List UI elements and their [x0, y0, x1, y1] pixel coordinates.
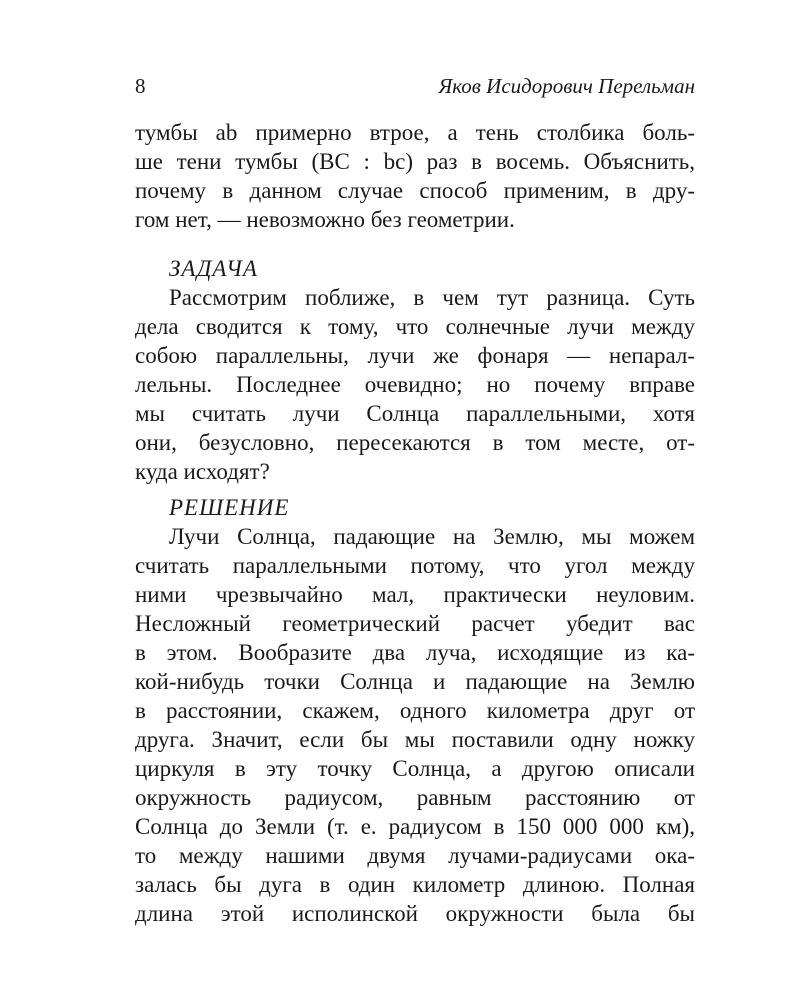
text-line: они, безусловно, пересекаются в том месте, от- — [135, 430, 695, 455]
text-line: считать параллельными потому, что угол между — [135, 553, 695, 578]
text-line: мы считать лучи Солнца параллельными, хотя — [135, 401, 695, 426]
text-line: лельны. Последнее очевидно; но почему вправе — [135, 372, 695, 397]
text-line: друга. Значит, если бы мы поставили одну ножку — [135, 727, 695, 752]
text-line: Солнца до Земли (т. е. радиусом в 150 000 000 км), — [135, 814, 695, 839]
text-line: ними чрезвычайно мал, практически неуловим. — [135, 582, 695, 607]
problem-section — [135, 254, 695, 486]
text-line: тумбы ab примерно втрое, а тень столбика боль- — [135, 120, 695, 145]
text-line: гом нет, — невозможно без геометрии. — [135, 207, 515, 232]
text-line: ше тени тумбы (BC : bc) раз в восемь. Объяснить, — [135, 149, 695, 174]
text-line: длина этой исполинской окружности была бы — [135, 901, 695, 926]
page-header — [135, 74, 695, 104]
text-line: куда исходят? — [135, 459, 270, 484]
text-line: в расстоянии, скажем, одного километра друг от — [135, 698, 695, 723]
text-line: то между нашими двумя лучами-радиусами ока- — [135, 843, 695, 868]
text-line: окружность радиусом, равным расстоянию от — [135, 785, 695, 810]
solution-section — [135, 493, 695, 928]
text-line: Рассмотрим поближе, в чем тут разница. Суть — [169, 285, 695, 310]
text-line: в этом. Вообразите два луча, исходящие из ка- — [135, 640, 695, 665]
running-title: Яков Исидорович Перельман — [438, 74, 695, 98]
text-line: Лучи Солнца, падающие на Землю, мы можем — [169, 524, 695, 549]
text-line: залась бы дуга в один километр длиною. Полная — [135, 872, 695, 897]
text-line: циркуля в эту точку Солнца, а другою описали — [135, 756, 695, 781]
book-page — [135, 0, 695, 1000]
page-number: 8 — [135, 74, 146, 98]
text-line: дела сводится к тому, что солнечные лучи между — [135, 314, 695, 339]
text-line: почему в данном случае способ применим, в дру- — [135, 178, 695, 203]
paragraph-continuation — [135, 118, 695, 234]
text-line: собою параллельны, лучи же фонаря — непарал- — [135, 343, 695, 368]
problem-heading: ЗАДАЧА — [169, 256, 258, 281]
text-line: Несложный геометрический расчет убедит вас — [135, 611, 695, 636]
solution-heading: РЕШЕНИЕ — [169, 495, 290, 520]
text-line: кой-нибудь точки Солнца и падающие на Землю — [135, 669, 695, 694]
